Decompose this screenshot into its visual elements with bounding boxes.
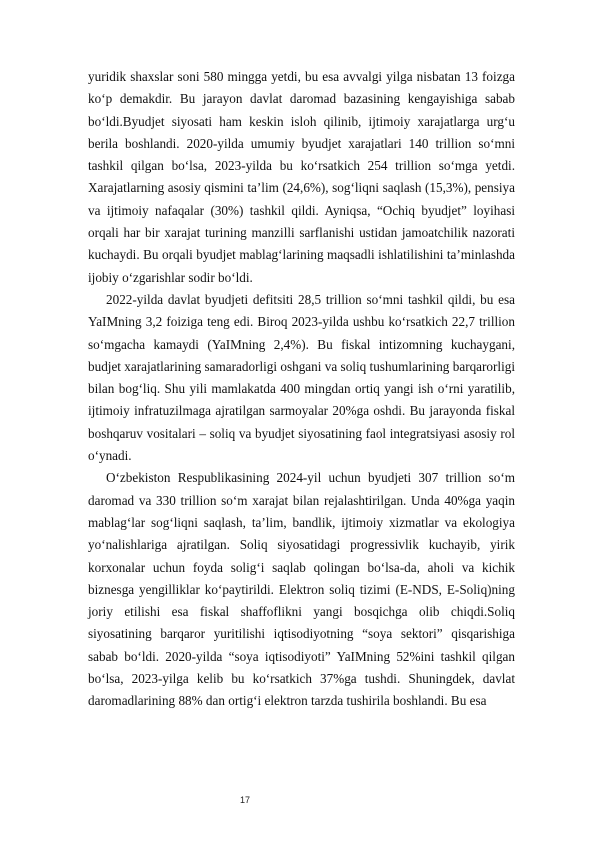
paragraph-continuation: yuridik shaxslar soni 580 mingga yetdi, bu esa avvalgi yilga nisbatan 13 foizga ko‘p demakdir. Bu jarayon davlat daromad bazasining kengayishiga sabab bo‘ldi.Byudjet siyosati ham keskin isloh qilinib, ijtimoiy xarajatlarga urg‘u berila boshlandi. 2020-yilda umumiy byudjet xarajatlari 140 trillion so‘mni tashkil qilgan bo‘lsa, 2023-yilda bu ko‘rsatkich 254 trillion so‘mga yetdi. Xarajatlarning asosiy qismini ta’lim (24,6%), sog‘liqni saqlash (15,3%), pensiya va ijtimoiy nafaqalar (30%) tashkil qildi. Ayniqsa, “Ochiq byudjet” loyihasi orqali har bir xarajat turining manzilli sarflanishi ustidan jamoatchilik nazorati kuchaydi. Bu orqali byudjet mablag‘larining maqsadli ishlatilishini ta’minlashda ijobiy o‘zgarishlar sodir bo‘ldi. (88, 69, 515, 285)
paragraph-budget-2024: O‘zbekiston Respublikasining 2024-yil uchun byudjeti 307 trillion so‘m daromad va 330 trillion so‘m xarajat bilan rejalashtirilgan. Unda 40%ga yaqin mablag‘lar sog‘liqni saqlash, ta’lim, bandlik, ijtimoiy xizmatlar va ekologiya yo‘nalishlariga ajratilgan. Soliq siyosatidagi progressivlik kuchayib, yirik korxonalar uchun foyda solig‘i saqlab qolingan bo‘lsa-da, aholi va kichik biznesga yengilliklar ko‘paytirildi. Elektron soliq tizimi (E-NDS, E-Soliq)ning joriy etilishi esa fiskal shaffoflikni yangi bosqichga olib chiqdi.Soliq siyosatining barqaror yuritilishi iqtisodiyotning “soya sektori” qisqarishiga sabab bo‘ldi. 2020-yilda “soya iqtisodiyoti” YaIMning 52%ini tashkil qilgan bo‘lsa, 2023-yilga kelib bu ko‘rsatkich 37%ga tushdi. Shuningdek, davlat daromadlarining 88% dan ortig‘i elektron tarzda tushirila boshlandi. Bu esa (88, 470, 515, 709)
page-number: 17 (239, 795, 250, 805)
paragraph-budget-deficit: 2022-yilda davlat byudjeti defitsiti 28,5 trillion so‘mni tashkil qildi, bu esa YaIMning 3,2 foiziga teng edi. Biroq 2023-yilda ushbu ko‘rsatkich 22,7 trillion so‘mgacha kamaydi (YaIMning 2,4%). Bu fiskal intizomning kuchaygani, budjet xarajatlarining samaradorligi oshgani va soliq tushumlarining barqarorligi bilan bog‘liq. Shu yili mamlakatda 400 mingdan ortiq yangi ish o‘rni yaratilib, ijtimoiy infratuzilmaga ajratilgan sarmoyalar 20%ga oshdi. Bu jarayonda fiskal boshqaruv vositalari – soliq va byudjet siyosatining faol integratsiyasi asosiy rol o‘ynadi. (88, 291, 515, 464)
body-text (88, 66, 515, 713)
